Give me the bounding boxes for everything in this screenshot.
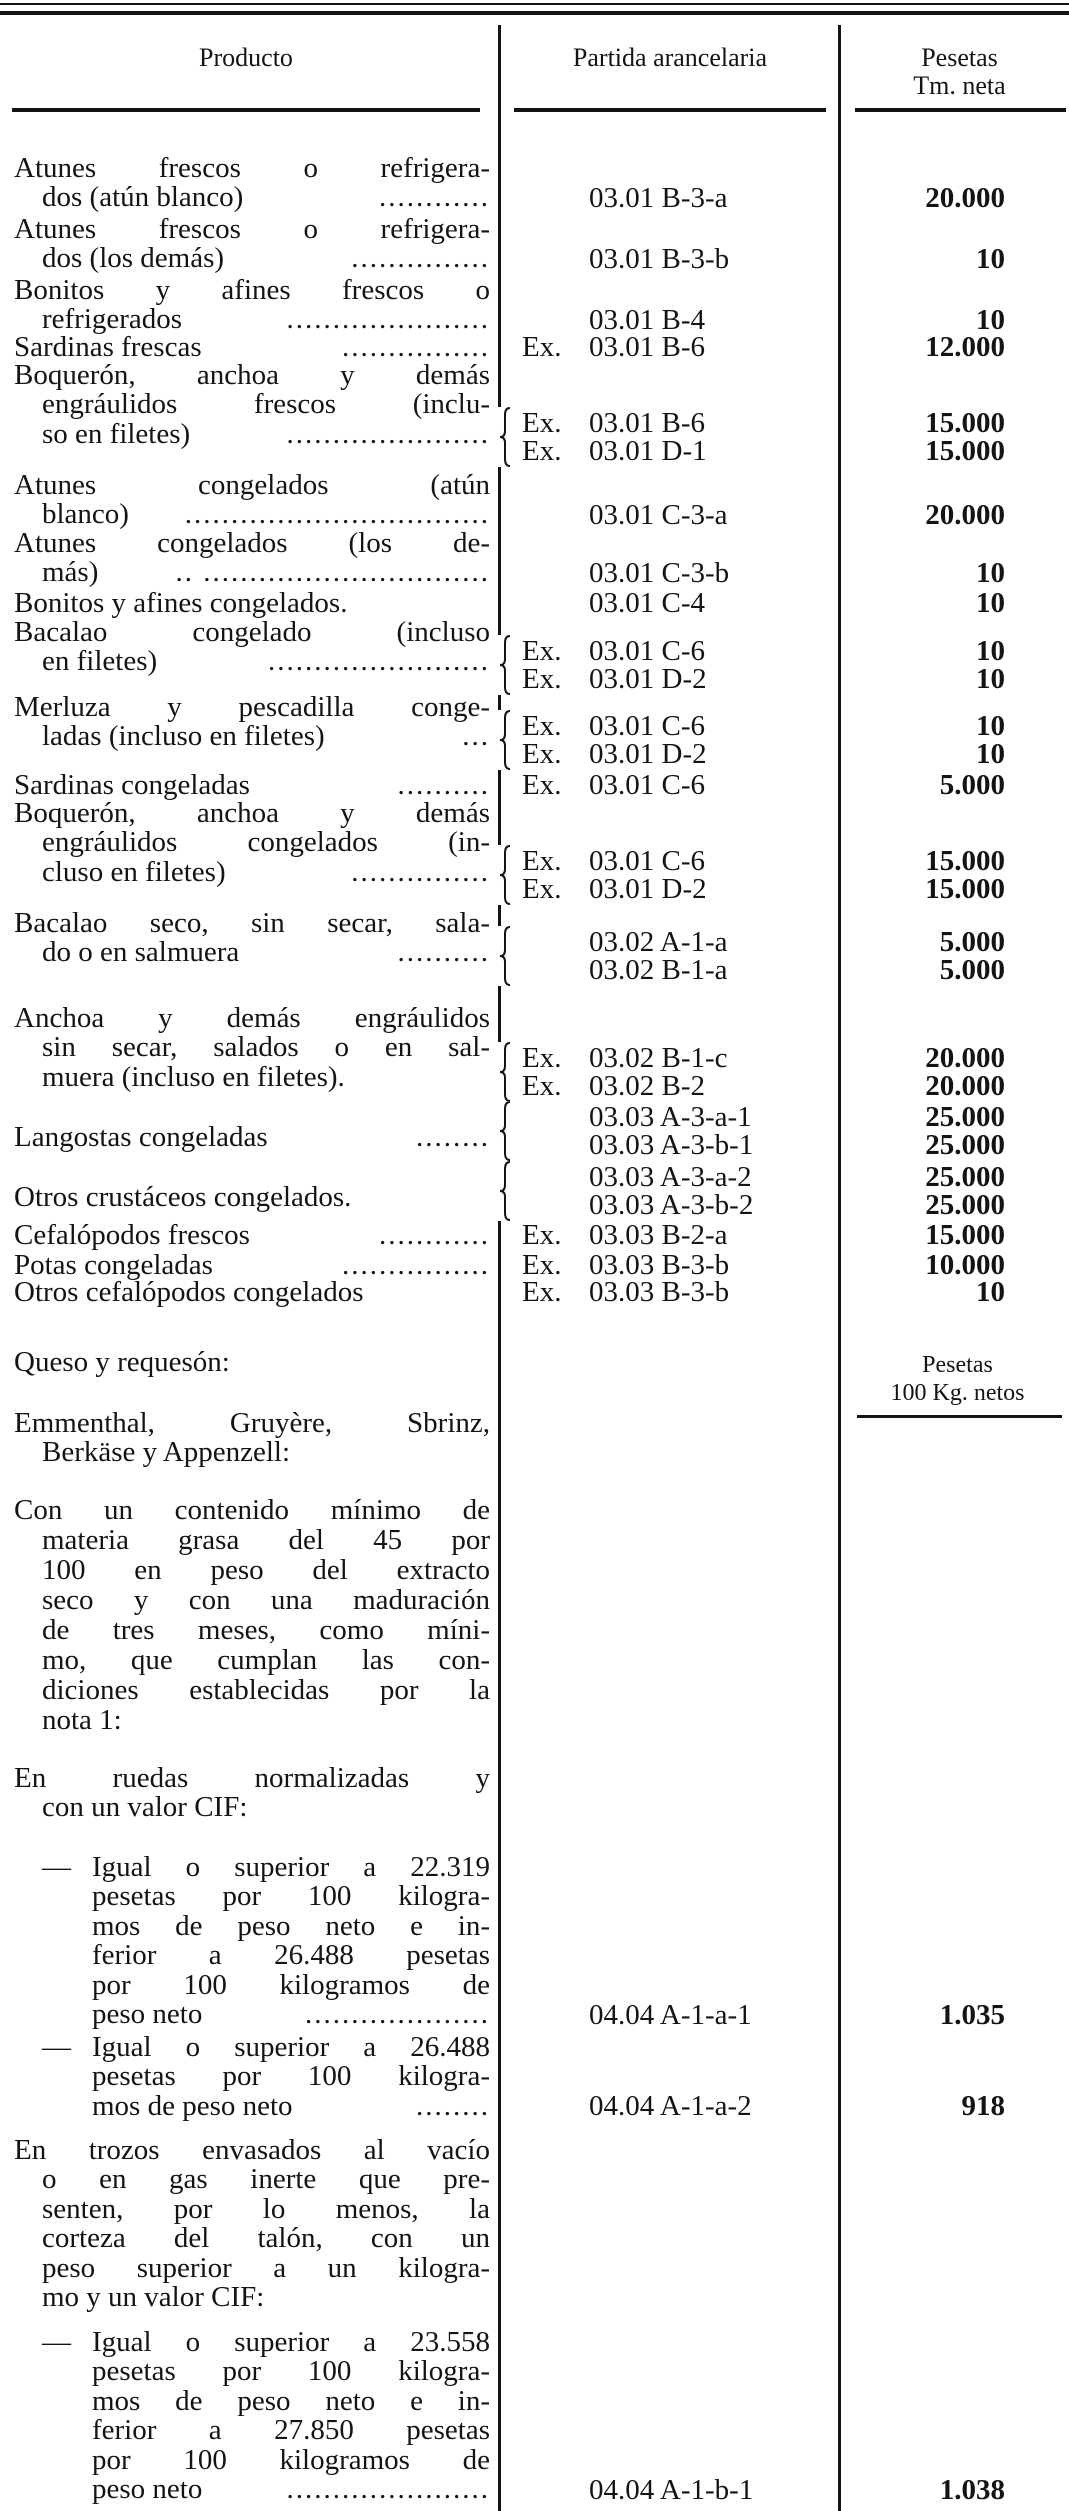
tariff-code-prefix: Ex.: [522, 634, 562, 667]
tariff-code: 03.01 B-4: [589, 303, 705, 336]
tariff-code: 03.02 B-1-c: [589, 1042, 728, 1074]
brace-icon: [498, 1042, 514, 1102]
tariff-code-prefix: Ex.: [522, 769, 562, 801]
bullet-dash: —: [42, 2030, 71, 2063]
product-line: Atunes frescos o refrigera-: [14, 153, 490, 183]
product-line: Bonitos y afines frescos o: [14, 275, 490, 305]
tariff-code: 03.03 A-3-a-1: [589, 1101, 752, 1133]
header-underline-value: [855, 108, 1066, 112]
brace-icon: [498, 635, 514, 695]
product-line: engráulidos frescos (inclu-: [42, 390, 490, 419]
product-text: Sardinas frescas: [14, 332, 202, 362]
product-line: senten, por lo menos, la: [42, 2194, 490, 2224]
price-value: 5.000: [939, 769, 1005, 801]
product-line: Berkäse y Appenzell:: [42, 1438, 291, 1467]
tariff-code-prefix: Ex.: [522, 1219, 562, 1251]
product-line: con un valor CIF:: [42, 1793, 248, 1822]
product-line: Atunes congelados (atún: [14, 470, 490, 500]
product-line: mo, que cumplan las con-: [42, 1645, 490, 1675]
tariff-code: 03.01 D-2: [589, 662, 707, 695]
product-line: sin secar, salados o en sal-: [42, 1033, 490, 1062]
top-rule-thin: [0, 3, 1069, 5]
product-line: Otros cefalópodos congelados: [14, 1277, 364, 1307]
product-line: Con un contenido mínimo de: [14, 1495, 490, 1525]
product-line: diciones establecidas por la: [42, 1675, 490, 1705]
price-value: 10: [976, 1276, 1005, 1308]
product-line: corteza del talón, con un: [42, 2224, 490, 2253]
product-text: dos (atún blanco): [42, 183, 244, 212]
price-value: 10: [976, 587, 1005, 619]
tariff-code: 03.01 D-1: [589, 435, 707, 467]
tariff-code-prefix: Ex.: [522, 662, 562, 695]
product-text: do o en salmuera: [42, 938, 240, 967]
dot-leader: ............: [379, 183, 490, 212]
bullet-dash: —: [42, 2325, 71, 2358]
header-underline-product: [12, 108, 480, 112]
product-line: En trozos envasados al vacío: [14, 2135, 490, 2165]
product-line: [92, 2092, 490, 2121]
dot-leader: ......................: [286, 419, 490, 449]
product-line: por 100 kilogramos de: [92, 1970, 490, 2000]
product-text: ladas (incluso en filetes): [42, 722, 325, 751]
product-line: [42, 722, 490, 751]
header-value-line2: Tm. neta: [913, 71, 1006, 100]
product-line: ferior a 27.850 pesetas: [92, 2416, 490, 2445]
tariff-code: 03.01 C-6: [589, 709, 705, 742]
price-value: 25.000: [925, 1129, 1005, 1161]
header-product: Producto: [199, 43, 293, 72]
product-line: [42, 647, 490, 676]
unit-header-line2: 100 Kg. netos: [890, 1380, 1025, 1406]
tariff-code: 03.03 A-3-b-1: [589, 1129, 754, 1161]
product-text: refrigerados: [42, 305, 183, 334]
product-line: Queso y requesón:: [14, 1347, 230, 1377]
brace-icon: [498, 407, 514, 467]
product-text: so en filetes): [42, 419, 191, 449]
price-value: 15.000: [925, 435, 1005, 467]
product-line: [92, 2475, 490, 2504]
product-line: Bonitos y afines congelados.: [14, 588, 348, 618]
product-line: 100 en peso del extracto: [42, 1555, 490, 1585]
bullet-dash: —: [42, 1850, 71, 1883]
product-line: [42, 858, 490, 887]
price-value: 20.000: [925, 1070, 1005, 1102]
tariff-code-prefix: Ex.: [522, 1070, 562, 1102]
dot-leader: ..........: [397, 770, 490, 800]
tariff-code-prefix: Ex.: [522, 709, 562, 742]
dot-leader: .................................: [184, 500, 490, 529]
price-value: 10.000: [925, 1249, 1005, 1281]
tariff-code: 03.01 C-4: [589, 587, 705, 619]
tariff-code: 03.03 A-3-a-2: [589, 1161, 752, 1193]
tariff-code: 03.03 B-3-b: [589, 1249, 730, 1281]
tariff-code-prefix: Ex.: [522, 435, 562, 467]
price-value: 10: [976, 709, 1005, 742]
price-value: 10: [976, 662, 1005, 695]
product-line: [92, 2000, 490, 2029]
brace-icon: [498, 1101, 514, 1161]
tariff-code-prefix: Ex.: [522, 407, 562, 439]
product-line: [42, 420, 490, 449]
product-text: mos de peso neto: [92, 2091, 293, 2121]
tariff-code: 03.01 C-6: [589, 769, 705, 801]
product-line: Igual o superior a 23.558: [92, 2327, 490, 2357]
product-line: peso superior a un kilogra-: [42, 2253, 490, 2283]
product-text: más): [42, 558, 99, 587]
product-line: Atunes congelados (los de-: [14, 528, 490, 558]
price-value: 918: [961, 2090, 1005, 2122]
dot-leader: ....................: [305, 2000, 490, 2029]
product-line: En ruedas normalizadas y: [14, 1763, 490, 1793]
tariff-code: 03.01 B-6: [589, 331, 705, 363]
product-line: Bacalao seco, sin secar, sala-: [14, 908, 490, 938]
brace-icon: [498, 845, 514, 905]
header-partida: Partida arancelaria: [572, 43, 768, 72]
price-value: 20.000: [925, 1042, 1005, 1074]
top-rule-thick: [0, 11, 1069, 15]
product-line: [14, 1123, 490, 1152]
product-line: [14, 1221, 490, 1250]
column-divider-1: [498, 25, 501, 2511]
tariff-code: 03.01 D-2: [589, 873, 707, 905]
header-underline-partida: [514, 108, 826, 112]
product-line: Emmenthal, Gruyère, Sbrinz,: [14, 1408, 490, 1438]
brace-icon: [498, 926, 514, 986]
dot-leader: ............: [379, 1220, 490, 1250]
price-value: 25.000: [925, 1189, 1005, 1221]
product-text: en filetes): [42, 647, 158, 676]
product-line: engráulidos congelados (in-: [42, 828, 490, 857]
dot-leader: ........: [416, 1122, 490, 1152]
price-value: 5.000: [939, 953, 1005, 986]
product-line: nota 1:: [42, 1705, 122, 1735]
product-line: Igual o superior a 26.488: [92, 2032, 490, 2062]
dot-leader: ................: [342, 332, 490, 362]
brace-icon: [498, 710, 514, 770]
price-value: 15.000: [925, 1219, 1005, 1251]
product-line: por 100 kilogramos de: [92, 2445, 490, 2475]
dot-leader: ...............: [351, 857, 490, 887]
product-line: Boquerón, anchoa y demás: [14, 798, 490, 828]
dot-leader: ...............: [351, 244, 490, 273]
dot-leader: ......................: [286, 2475, 490, 2504]
dot-leader: ........: [416, 2091, 490, 2121]
product-line: [42, 938, 490, 967]
product-line: seco y con una maduración: [42, 1585, 490, 1615]
product-line: pesetas por 100 kilogra-: [92, 1882, 490, 1911]
tariff-code-prefix: Ex.: [522, 1042, 562, 1074]
unit-header-underline: [857, 1415, 1062, 1418]
tariff-code: 03.02 A-1-a: [589, 925, 728, 958]
tariff-code: 03.03 A-3-b-2: [589, 1189, 754, 1221]
product-line: mo y un valor CIF:: [42, 2283, 265, 2312]
product-text: Potas congeladas: [14, 1250, 213, 1280]
price-value: 1.038: [939, 2473, 1005, 2506]
price-value: 15.000: [925, 407, 1005, 439]
price-value: 10: [976, 634, 1005, 667]
tariff-code: 03.01 C-3-b: [589, 556, 730, 589]
price-value: 10: [976, 556, 1005, 589]
product-line: Merluza y pescadilla conge-: [14, 692, 490, 722]
tariff-code: 03.01 C-6: [589, 845, 705, 877]
price-value: 10: [976, 242, 1005, 275]
dot-leader: ..........: [397, 938, 490, 967]
product-text: Sardinas congeladas: [14, 770, 250, 800]
tariff-code: 03.01 C-3-a: [589, 498, 728, 531]
product-line: Boquerón, anchoa y demás: [14, 360, 490, 390]
unit-header-line1: Pesetas: [922, 1352, 993, 1378]
product-line: Anchoa y demás engráulidos: [14, 1003, 490, 1033]
product-line: Otros crustáceos congelados.: [14, 1182, 352, 1212]
tariff-code: 04.04 A-1-b-1: [589, 2473, 754, 2506]
price-value: 1.035: [939, 1998, 1005, 2031]
product-text: dos (los demás): [42, 244, 225, 273]
tariff-code: 03.01 B-3-a: [589, 181, 728, 214]
tariff-code-prefix: Ex.: [522, 331, 562, 363]
product-line: ferior a 26.488 pesetas: [92, 1941, 490, 1970]
price-value: 15.000: [925, 873, 1005, 905]
product-line: muera (incluso en filetes).: [42, 1062, 345, 1092]
product-text: cluso en filetes): [42, 857, 226, 887]
tariff-code-prefix: Ex.: [522, 1276, 562, 1308]
product-line: [14, 1251, 490, 1280]
tariff-code-prefix: Ex.: [522, 1249, 562, 1281]
price-value: 25.000: [925, 1101, 1005, 1133]
dot-leader: ........................: [268, 647, 490, 676]
product-line: [42, 183, 490, 212]
tariff-code: 04.04 A-1-a-2: [589, 2090, 752, 2122]
tariff-code-prefix: Ex.: [522, 737, 562, 770]
dot-leader: ...: [462, 722, 490, 751]
product-line: pesetas por 100 kilogra-: [92, 2357, 490, 2386]
product-line: de tres meses, como míni-: [42, 1615, 490, 1645]
product-line: [42, 558, 490, 587]
dot-leader: ......................: [286, 305, 490, 334]
product-text: peso neto: [92, 2475, 203, 2504]
product-line: Atunes frescos o refrigera-: [14, 214, 490, 244]
tariff-code: 03.02 B-2: [589, 1070, 705, 1102]
tariff-code: 03.03 B-3-b: [589, 1276, 730, 1308]
column-divider-2: [838, 25, 841, 2511]
tariff-code: 04.04 A-1-a-1: [589, 1998, 752, 2031]
product-line: Igual o superior a 22.319: [92, 1852, 490, 1882]
tariff-code-prefix: Ex.: [522, 845, 562, 877]
product-line: Bacalao congelado (incluso: [14, 617, 490, 647]
header-value-line1: Pesetas: [921, 43, 998, 72]
tariff-code: 03.01 D-2: [589, 737, 707, 770]
product-line: materia grasa del 45 por: [42, 1525, 490, 1555]
price-value: 25.000: [925, 1161, 1005, 1193]
dot-leader: .. ...............................: [175, 558, 490, 587]
price-value: 20.000: [925, 498, 1005, 531]
dot-leader: ................: [342, 1250, 490, 1280]
product-text: Langostas congeladas: [14, 1122, 268, 1152]
product-line: mos de peso neto e in-: [92, 1911, 490, 1941]
product-text: Cefalópodos frescos: [14, 1220, 250, 1250]
tariff-code: 03.01 B-6: [589, 407, 705, 439]
product-line: [42, 244, 490, 273]
price-value: 12.000: [925, 331, 1005, 363]
tariff-code: 03.02 B-1-a: [589, 953, 728, 986]
product-line: mos de peso neto e in-: [92, 2386, 490, 2416]
product-line: [14, 333, 490, 362]
price-value: 10: [976, 303, 1005, 336]
product-text: blanco): [42, 500, 129, 529]
price-value: 5.000: [939, 925, 1005, 958]
product-line: [42, 305, 490, 334]
tariff-code: 03.01 B-3-b: [589, 242, 730, 275]
price-value: 20.000: [925, 181, 1005, 214]
product-line: o en gas inerte que pre-: [42, 2165, 490, 2194]
product-line: pesetas por 100 kilogra-: [92, 2062, 490, 2091]
price-value: 10: [976, 737, 1005, 770]
product-line: [42, 500, 490, 529]
brace-icon: [498, 1161, 514, 1221]
product-line: [14, 771, 490, 800]
product-text: peso neto: [92, 2000, 203, 2029]
price-value: 15.000: [925, 845, 1005, 877]
tariff-code-prefix: Ex.: [522, 873, 562, 905]
tariff-code: 03.03 B-2-a: [589, 1219, 728, 1251]
tariff-code: 03.01 C-6: [589, 634, 705, 667]
